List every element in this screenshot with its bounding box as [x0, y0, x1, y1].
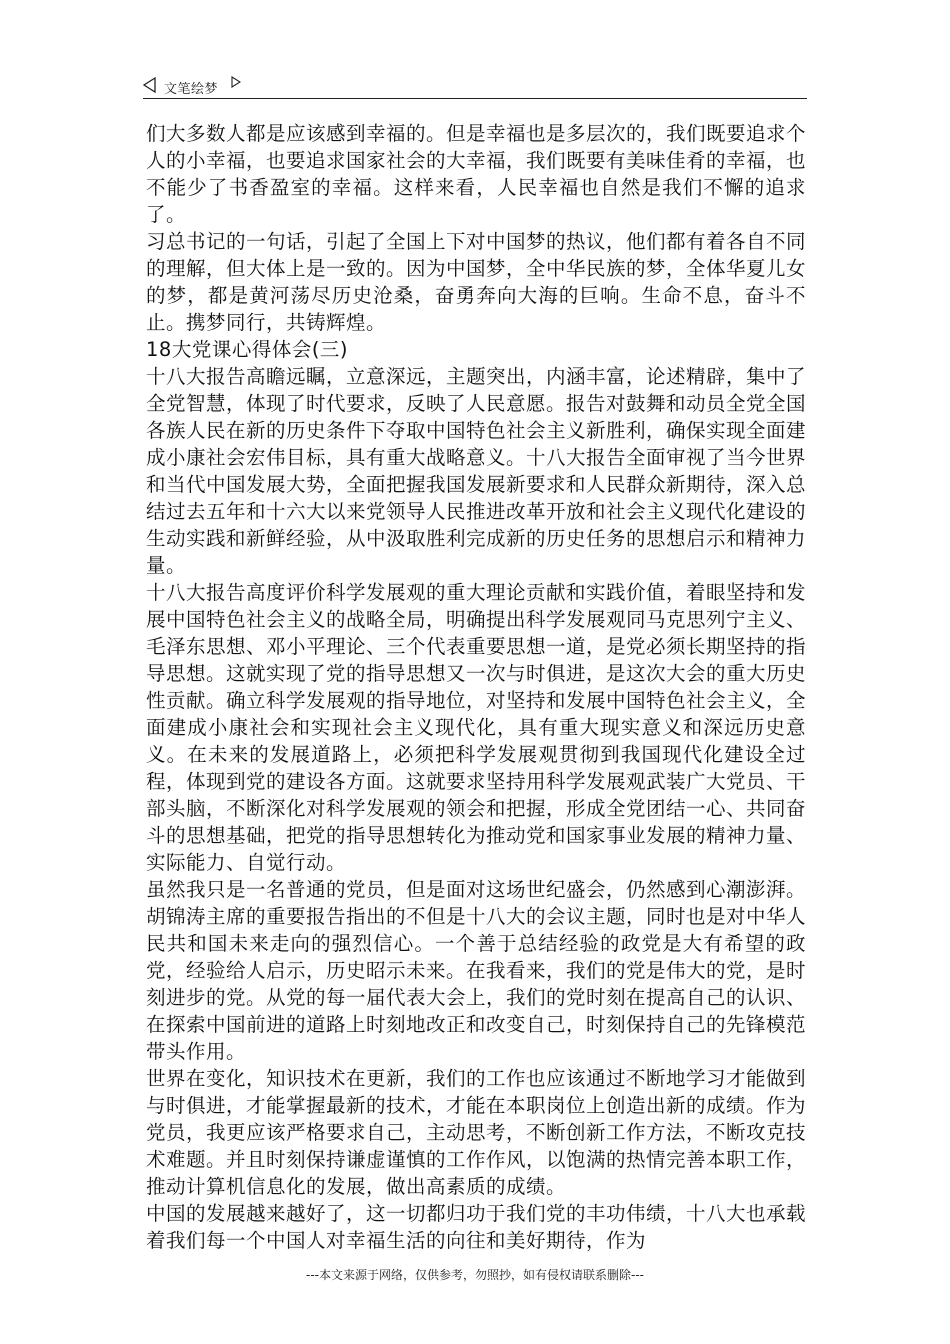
left-triangle-icon [143, 77, 157, 97]
intro-paragraph-2: 习总书记的一句话，引起了全国上下对中国梦的热议，他们都有着各自不同的理解，但大体上是一致的。因为中国梦，全中华民族的梦，全体华夏儿女的梦，都是黄河荡尽历史沧桑，奋勇奔向大海的巨响。生命不息，奋斗不止。携梦同行，共铸辉煌。 [146, 230, 807, 334]
body-paragraph-5: 中国的发展越来越好了，这一切都归功于我们党的丰功伟绩，十八大也承载着我们每一个中国人对幸福生活的向往和美好期待，作为 [146, 1202, 807, 1252]
page-footer-notice: ---本文来源于网络，仅供参考，勿照抄，如有侵权请联系删除--- [306, 1268, 644, 1282]
section-title: 18大党课心得体会(三) [146, 338, 349, 361]
body-paragraph-2: 十八大报告高度评价科学发展观的重大理论贡献和实践价值，着眼坚持和发展中国特色社会主义的战略全局，明确提出科学发展观同马克思列宁主义、毛泽东思想、邓小平理论、三个代表重要思想一道，是党必须长期坚持的指导思想。这就实现了党的指导思想又一次与时俱进，是这次大会的重大历史性贡献。确立科学发展观的指导地位，对坚持和发展中国特色社会主义，全面建成小康社会和实现社会主义现代化，具有重大现实意义和深远历史意义。在未来的发展道路上，必须把科学发展观贯彻到我国现代化建设全过程，体现到党的建设各方面。这就要求坚持用科学发展观武装广大党员、干部头脑，不断深化对科学发展观的领会和把握，形成全党团结一心、共同奋斗的思想基础，把党的指导思想转化为推动党和国家事业发展的精神力量、实际能力、自觉行动。 [146, 581, 807, 874]
intro-paragraph-1: 们大多数人都是应该感到幸福的。但是幸福也是多层次的，我们既要追求个人的小幸福，也要追求国家社会的大幸福，我们既要有美味佳肴的幸福，也不能少了书香盈室的幸福。这样来看，人民幸福也自然是我们不懈的追求了。 [146, 122, 807, 226]
document-body [146, 120, 806, 1254]
body-paragraph-1: 十八大报告高瞻远瞩，立意深远，主题突出，内涵丰富，论述精辟，集中了全党智慧，体现了时代要求，反映了人民意愿。报告对鼓舞和动员全党全国各族人民在新的历史条件下夺取中国特色社会主义新胜利，确保实现全面建成小康社会宏伟目标，具有重大战略意义。十八大报告全面审视了当今世界和当代中国发展大势，全面把握我国发展新要求和人民群众新期待，深入总结过去五年和十六大以来党领导人民推进改革开放和社会主义现代化建设的生动实践和新鲜经验，从中汲取胜利完成新的历史任务的思想启示和精神力量。 [146, 365, 807, 577]
body-paragraph-4: 世界在变化，知识技术在更新，我们的工作也应该通过不断地学习才能做到与时俱进，才能掌握最新的技术，才能在本职岗位上创造出新的成绩。作为党员，我更应该严格要求自己，主动思考，不断创新工作方法，不断攻克技术难题。并且时刻保持谦虚谨慎的工作作风，以饱满的热情完善本职工作，推动计算机信息化的发展，做出高素质的成绩。 [146, 1067, 807, 1198]
right-triangle-icon [231, 76, 241, 92]
header-brand: 文笔绘梦 [164, 82, 219, 97]
page-header [143, 74, 807, 99]
body-paragraph-3: 虽然我只是一名普通的党员，但是面对这场世纪盛会，仍然感到心潮澎湃。胡锦涛主席的重要报告指出的不但是十八大的会议主题，同时也是对中华人民共和国未来走向的强烈信心。一个善于总结经验的政党是大有希望的政党，经验给人启示，历史昭示未来。在我看来，我们的党是伟大的党，是时刻进步的党。从党的每一届代表大会上，我们的党时刻在提高自己的认识、在探索中国前进的道路上时刻地改正和改变自己，时刻保持自己的先锋模范带头作用。 [146, 878, 807, 1063]
